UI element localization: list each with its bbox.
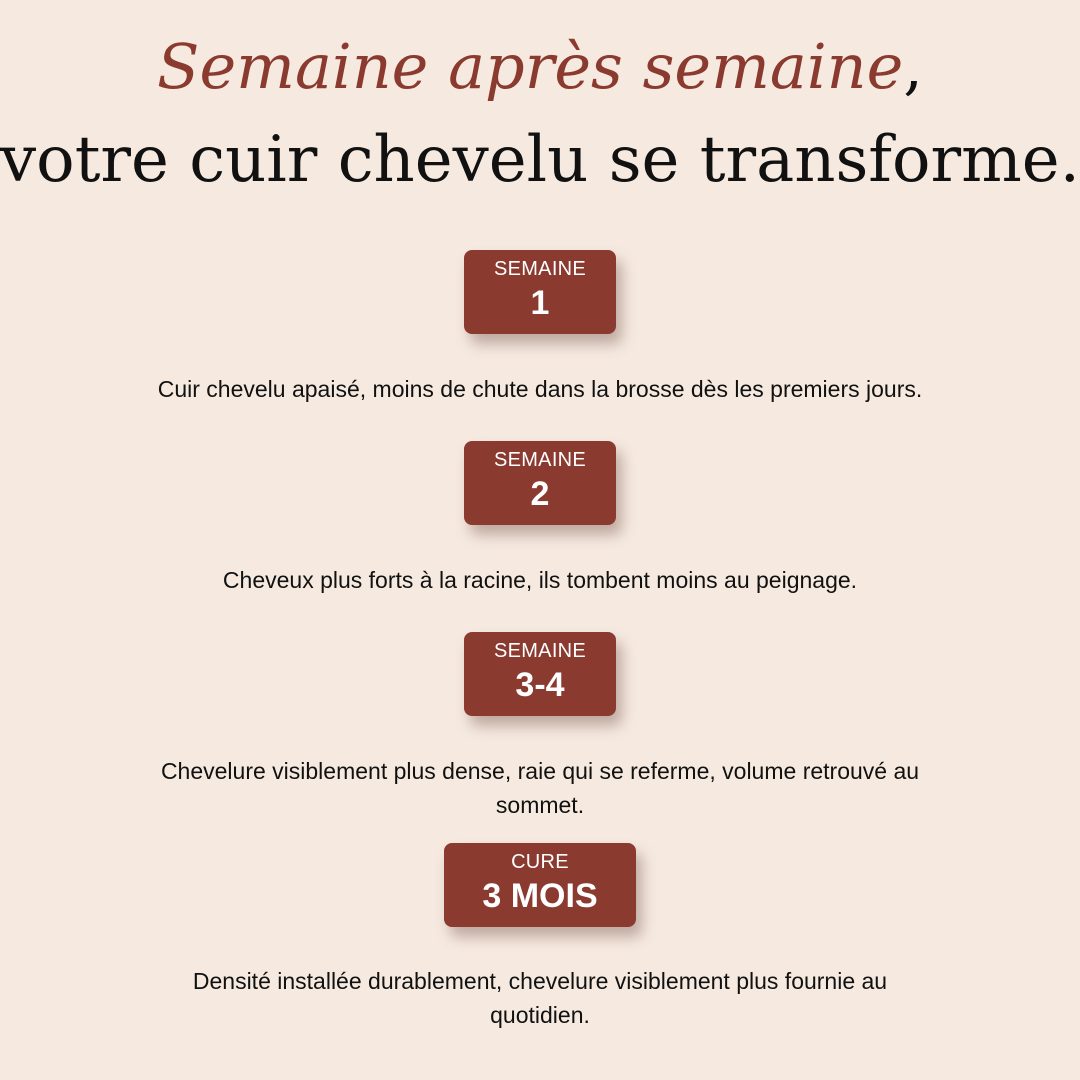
step-badge-week-1 — [464, 250, 616, 334]
step-badge-label: SEMAINE — [493, 258, 587, 280]
step-badge-value: 2 — [530, 475, 550, 513]
step-badge-value: 3-4 — [515, 666, 565, 704]
step-badge-value: 3 MOIS — [482, 877, 598, 915]
step-badge-week-2 — [464, 441, 616, 525]
step-badge-label: SEMAINE — [493, 449, 587, 471]
step-badge-label: CURE — [511, 851, 569, 873]
step-description-week-3-4: Chevelure visiblement plus dense, raie qui se referme, volume retrouvé au sommet. — [160, 758, 920, 818]
step-description-week-1: Cuir chevelu apaisé, moins de chute dans la brosse dès les premiers jours. — [157, 376, 923, 402]
step-badge-value: 1 — [530, 284, 550, 322]
headline-line-1 — [0, 28, 1080, 106]
step-badge-label: SEMAINE — [493, 640, 587, 662]
headline-line-2: votre cuir chevelu se transforme. — [0, 123, 1080, 197]
headline-accent: Semaine après semaine — [156, 30, 904, 103]
step-badge-week-3-4 — [464, 632, 616, 716]
headline-accent-suffix: , — [903, 30, 924, 103]
step-description-week-2: Cheveux plus forts à la racine, ils tombent moins au peignage. — [222, 567, 858, 593]
step-description-cure: Densité installée durablement, chevelure visiblement plus fournie au quotidien. — [192, 968, 888, 1028]
step-badge-cure-3-mois — [444, 843, 636, 927]
